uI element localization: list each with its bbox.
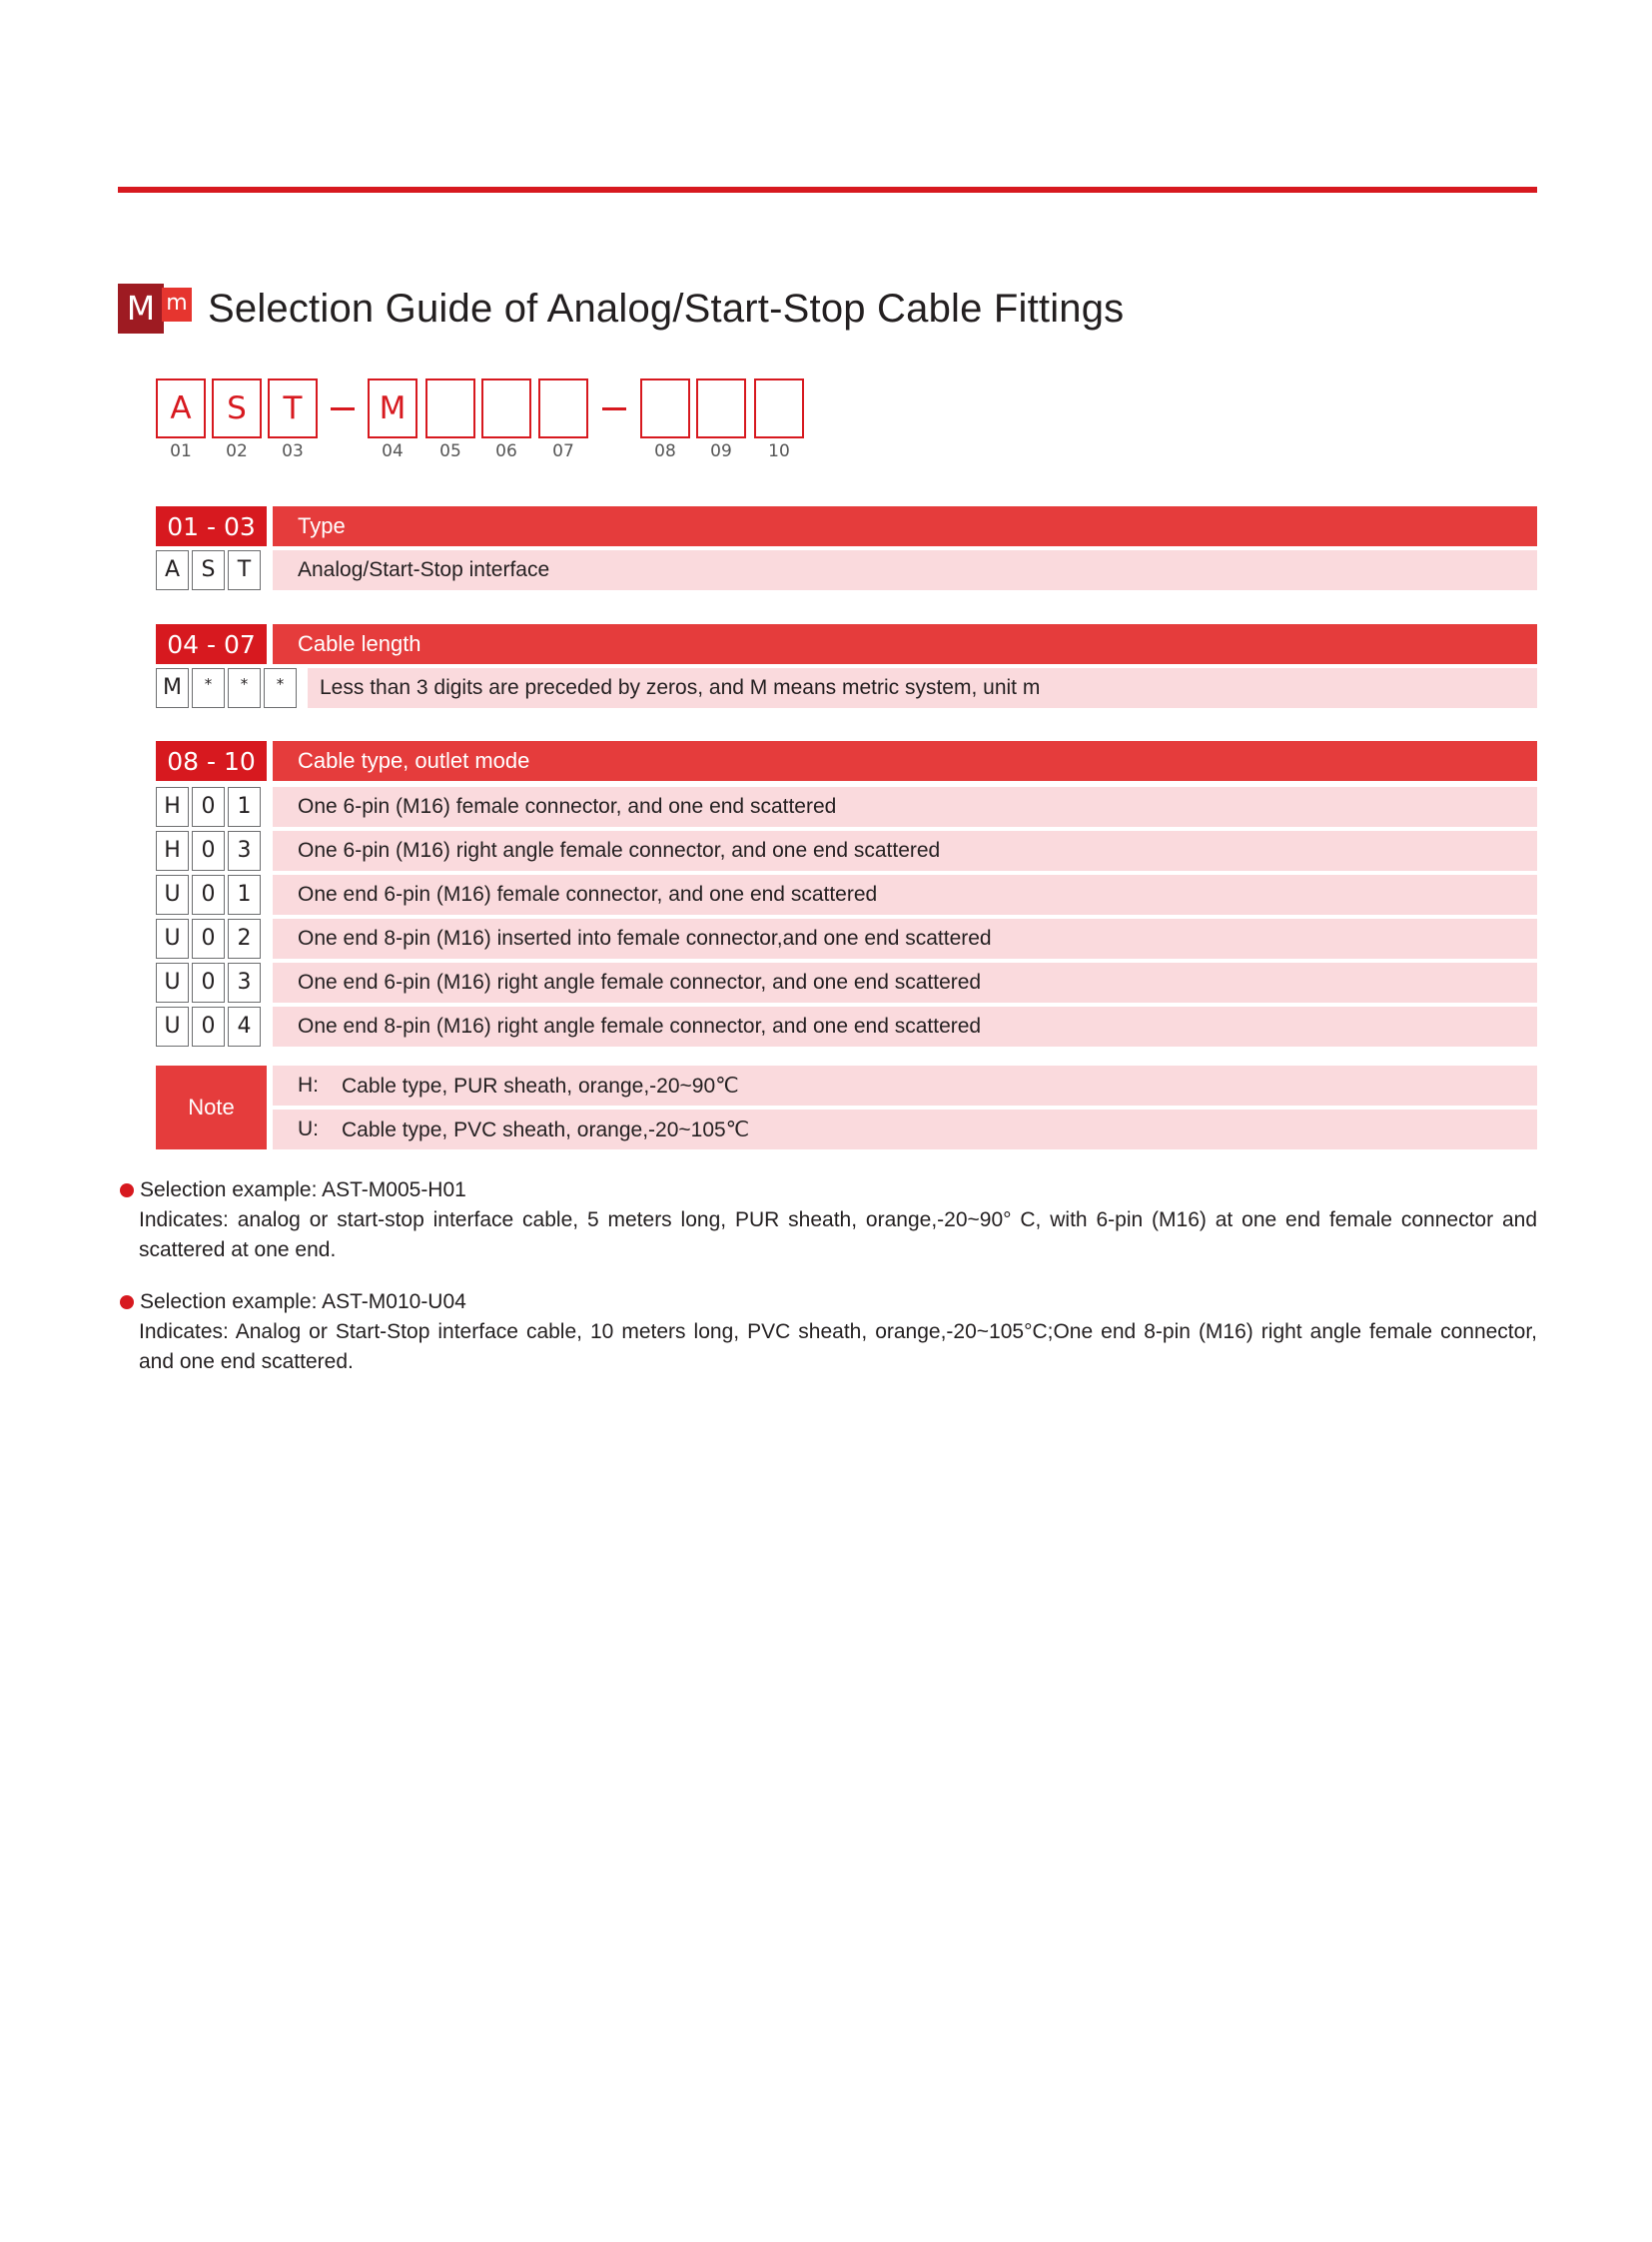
code-cell: M [156,668,189,708]
code-box-09 [696,378,746,438]
note-text: Cable type, PUR sheath, orange,-20~90℃ [342,1074,739,1098]
note-line [273,1110,1537,1149]
logo-small-letter: m [162,288,192,322]
code-cell: 0 [192,1007,225,1047]
note-label: Note [156,1066,267,1149]
code-dash [331,407,355,410]
row-description: One end 8-pin (M16) inserted into female connector,and one end scattered [273,919,1537,959]
code-box-07 [538,378,588,438]
code-box-02: S [212,378,262,438]
row-description: One end 8-pin (M16) right angle female connector, and one end scattered [273,1007,1537,1047]
code-number: 06 [495,441,517,461]
example-title: Selection example: AST-M005-H01 [140,1178,466,1201]
code-box-06 [481,378,531,438]
code-cell: S [192,550,225,590]
note-block [156,1066,1537,1153]
section-cable-type [156,741,1537,1051]
code-cell: 2 [228,919,261,959]
section-header [156,741,1537,781]
section-type [156,506,1537,594]
code-dash [602,407,626,410]
code-cell: H [156,831,189,871]
code-box-04: M [368,378,417,438]
table-row [156,1007,1537,1047]
note-line [273,1066,1537,1106]
logo-big-letter: M [118,284,164,334]
note-text: Cable type, PVC sheath, orange,-20~105℃ [342,1118,750,1141]
code-cell: 0 [192,831,225,871]
code-number: 08 [654,441,676,461]
row-description: One end 6-pin (M16) right angle female connector, and one end scattered [273,963,1537,1003]
example-title: Selection example: AST-M010-U04 [140,1290,466,1313]
code-cell: * [228,668,261,708]
code-cell: 0 [192,875,225,915]
note-key: U: [298,1118,319,1140]
code-cell: T [228,550,261,590]
code-cell: U [156,875,189,915]
code-cell: A [156,550,189,590]
code-cell: 0 [192,919,225,959]
code-number: 01 [170,441,192,461]
section-range-label: 04 - 07 [156,624,267,664]
section-cable-length [156,624,1537,712]
code-cell: 3 [228,831,261,871]
code-number: 02 [226,441,248,461]
section-title: Cable length [273,624,1537,664]
code-number: 03 [282,441,304,461]
code-cell: 0 [192,787,225,827]
section-range-label: 08 - 10 [156,741,267,781]
table-row [156,919,1537,959]
bullet-dot-icon [120,1295,134,1309]
code-cell: U [156,919,189,959]
example-body: Indicates: Analog or Start-Stop interface cable, 10 meters long, PVC sheath, orange,-20~105°C;One end 8-pin (M16) right angle female connector, and one end scattered. [139,1320,1537,1373]
table-row [156,875,1537,915]
code-cell: 4 [228,1007,261,1047]
code-number: 09 [710,441,732,461]
table-row [156,963,1537,1003]
code-box-03: T [268,378,318,438]
code-cell: H [156,787,189,827]
section-header [156,506,1537,546]
code-cell: 0 [192,963,225,1003]
code-box-05 [425,378,475,438]
note-key: H: [298,1074,319,1097]
selection-example [118,1175,1537,1265]
page-title: Selection Guide of Analog/Start-Stop Cable Fittings [208,286,1125,331]
row-description: One 6-pin (M16) female connector, and one end scattered [273,787,1537,827]
example-body: Indicates: analog or start-stop interface cable, 5 meters long, PUR sheath, orange,-20~90° C, with 6-pin (M16) at one end female connector and scattered at one end. [139,1208,1537,1261]
section-title: Type [273,506,1537,546]
code-cell: U [156,1007,189,1047]
table-row [156,831,1537,871]
row-description: One end 6-pin (M16) female connector, and one end scattered [273,875,1537,915]
table-row [156,787,1537,827]
code-number: 05 [439,441,461,461]
mm-logo-icon [118,284,192,334]
top-rule [118,187,1537,193]
code-box-08 [640,378,690,438]
table-row [156,668,1537,708]
selection-example [118,1287,1537,1377]
code-box-10 [754,378,804,438]
row-description: Less than 3 digits are preceded by zeros, and M means metric system, unit m [308,668,1537,708]
code-number: 07 [552,441,574,461]
code-cell: U [156,963,189,1003]
section-range-label: 01 - 03 [156,506,267,546]
section-heading [118,284,1124,334]
code-number: 10 [768,441,790,461]
section-title: Cable type, outlet mode [273,741,1537,781]
table-row [156,550,1537,590]
row-description: Analog/Start-Stop interface [273,550,1537,590]
code-cell: 3 [228,963,261,1003]
bullet-dot-icon [120,1183,134,1197]
code-cell: * [192,668,225,708]
code-cell: 1 [228,875,261,915]
row-description: One 6-pin (M16) right angle female connector, and one end scattered [273,831,1537,871]
section-header [156,624,1537,664]
code-number: 04 [382,441,404,461]
code-cell: 1 [228,787,261,827]
code-cell: * [264,668,297,708]
code-box-01: A [156,378,206,438]
